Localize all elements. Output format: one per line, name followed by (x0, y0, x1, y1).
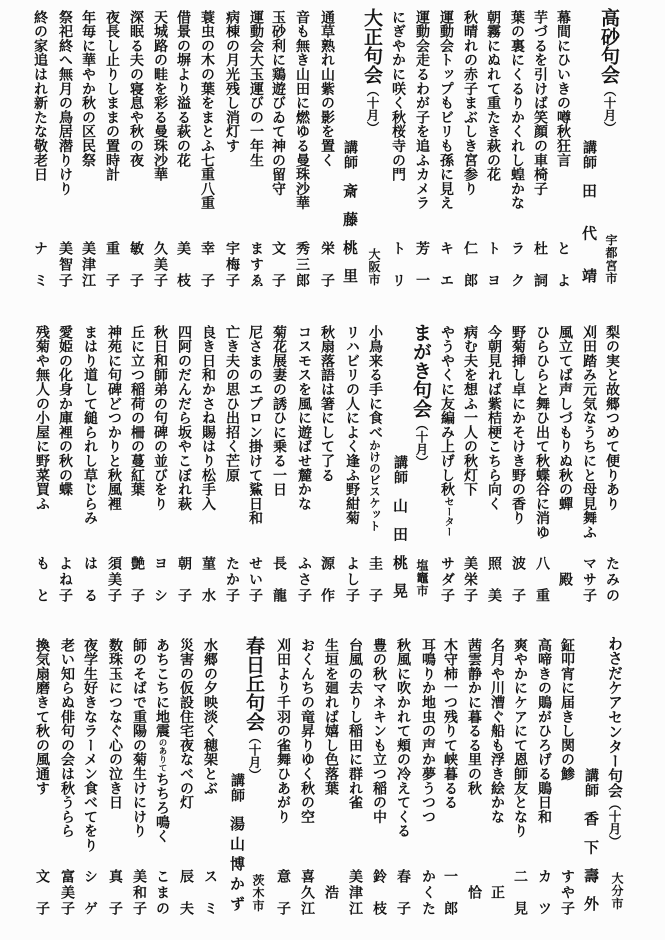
author-name: 仁郎 (462, 241, 478, 287)
lecturer (583, 628, 599, 928)
haiku-text: 玉砂利に鶏遊びゐて神の留守 (270, 10, 286, 196)
author-name: 朝子 (176, 556, 192, 602)
haiku-entry (247, 315, 263, 615)
haiku-entry (319, 315, 335, 615)
haiku-entry (390, 0, 406, 300)
haiku-text: 天城路の畦を彩る曼珠沙華 (152, 10, 168, 182)
author-name: トリ (390, 241, 406, 287)
author-name: 重子 (104, 241, 120, 287)
haiku-text: 尼さまのエプロン掛けて鯊日和 (247, 325, 263, 526)
haiku-entry (581, 315, 597, 615)
haiku-entry (104, 0, 120, 300)
haiku-text: 祭祀終へ無月の鳥居潜りけり (57, 10, 73, 196)
haiku-entry (131, 628, 147, 928)
haiku-entry (510, 315, 526, 615)
haiku-entry (202, 628, 218, 928)
group-month: （十月） (247, 731, 262, 781)
haiku-text: 台風の去りし稲田に群れ雀 (347, 638, 363, 810)
lecturer-label: 講師 (229, 773, 245, 803)
haiku-text: 刈田踏み元気なうちにと母見舞ふ (581, 325, 597, 540)
lecturer-name: 香下壽外 (582, 811, 600, 911)
haiku-entry (485, 0, 501, 300)
author-name: 幸子 (199, 241, 215, 287)
author-name: 一郎 (442, 869, 458, 915)
haiku-entry (439, 315, 455, 615)
haiku-text: 秋晴れの赤子まぶしき宮参り (462, 10, 478, 196)
haiku-text-small: のありて (157, 738, 167, 773)
group-title-column (411, 323, 431, 468)
haiku-entry (270, 0, 286, 300)
haiku-entry (371, 628, 387, 928)
haiku-text: 秋扇落語は箸にして了る (319, 325, 335, 483)
author-name: 菫水 (200, 556, 216, 602)
haiku-text: ひらひらと舞ひ出て秋蝶谷に消ゆ (534, 325, 550, 540)
haiku-entry (80, 0, 96, 300)
haiku-entry (152, 315, 168, 615)
author-name: カツ (536, 869, 552, 915)
haiku-entry (347, 628, 363, 928)
haiku-entry (152, 0, 168, 300)
haiku-entry (414, 0, 430, 300)
haiku-text: 師のそばで重陽の菊生けにけり (131, 638, 147, 839)
author-name: 圭子 (367, 556, 383, 602)
haiku-text (439, 325, 455, 537)
lecturer (342, 0, 358, 300)
lecturer (229, 628, 245, 928)
haiku-entry (462, 0, 478, 300)
haiku-entry (175, 0, 191, 300)
haiku-text: 丘に立つ稲荷の柵の蔓紅葉 (129, 325, 145, 497)
author-name: こまの (154, 869, 170, 915)
haiku-text: 高啼きの鵙がひろげる鵙日和 (536, 638, 552, 824)
haiku-text: 木守柿一つ残りて峡暮るる (442, 638, 458, 810)
haiku-text: 茜雲静かに暮るる里の秋 (466, 638, 482, 796)
author-name: 源作 (319, 556, 335, 602)
author-name: スミ (202, 869, 218, 915)
author-name: たか子 (224, 556, 240, 602)
author-name: 照美 (486, 556, 502, 602)
lecturer-city: 大分市 (610, 872, 624, 910)
haiku-text: 水郷の夕映淡く穂架とぶ (202, 638, 218, 796)
author-name: 美枝 (175, 241, 191, 287)
haiku-entry (534, 315, 550, 615)
haiku-text: 野菊挿し卓にかそけき野の香り (510, 325, 526, 526)
haiku-text: 通草熟れ山紫の影を置く (319, 10, 335, 168)
haiku-text-main: ちちろ鳴く (154, 772, 170, 844)
haiku-entry (395, 628, 411, 928)
haiku-entry (106, 315, 122, 615)
haiku-entry (176, 315, 192, 615)
haiku-text: 老い知らぬ俳句の会は秋うらら (59, 638, 75, 839)
author-name: よし子 (344, 556, 360, 602)
author-name: 鈴枝 (371, 869, 387, 915)
haiku-text: 神苑に句碑どつかりと秋風裡 (106, 325, 122, 511)
group-title-column (606, 636, 622, 848)
author-name: 春子 (395, 869, 411, 915)
lecturer-label: 講師 (392, 455, 408, 485)
haiku-text: 残菊や無人の小屋に野菜買ふ (34, 325, 50, 511)
author-name: 波子 (510, 556, 526, 602)
author-name: 殿 (557, 572, 573, 586)
haiku-text: 菊花展妻の誘ひに乗る一日 (271, 325, 287, 497)
haiku-entry (107, 628, 123, 928)
haiku-text: 終の家追はれ新たな敬老日 (32, 10, 48, 182)
haiku-entry (319, 0, 335, 300)
author-name: 富美子 (59, 869, 75, 915)
haiku-entry (82, 315, 98, 615)
haiku-entry (536, 628, 552, 928)
author-name: 二見 (512, 869, 528, 915)
haiku-entry (32, 0, 48, 300)
author-name: 芳一 (414, 241, 430, 287)
author-name: ますゑ (248, 241, 264, 287)
haiku-entry (294, 0, 310, 300)
author-name: 美和子 (131, 869, 147, 915)
haiku-entry (154, 628, 170, 928)
haiku-text: 深眠る夫の寝息や秋の夜 (128, 10, 144, 168)
haiku-entry (128, 0, 144, 300)
author-name: はる (82, 556, 98, 602)
haiku-text: 秋日和師弟の句碑の並びをり (152, 325, 168, 511)
haiku-entry (367, 315, 383, 615)
haiku-text-small: セーター (442, 496, 453, 537)
author-name: 意子 (275, 869, 291, 915)
group-month: （十月） (365, 84, 380, 134)
group-title: 高砂句会 (598, 8, 620, 84)
author-name: 八重 (534, 556, 550, 602)
haiku-entry (462, 315, 478, 615)
haiku-text (367, 325, 383, 531)
haiku-text: 愛姫の化身か庫裡の秋の蝶 (57, 325, 73, 497)
haiku-entry (200, 315, 216, 615)
group-month: （十月） (607, 797, 622, 848)
haiku-entry (532, 0, 548, 300)
group-month: （十月） (414, 418, 429, 468)
haiku-entry (224, 315, 240, 615)
lecturer-name: 斎藤桃里 (341, 183, 359, 283)
lecturer-city: 大阪市 (367, 248, 381, 286)
haiku-entry (271, 315, 287, 615)
group-title: わさだケアセンター句会 (606, 636, 623, 798)
haiku-entry (509, 0, 525, 300)
lecturer-city: 茨木市 (251, 874, 265, 912)
haiku-entry (59, 628, 75, 928)
haiku-text: 病棟の月光残し消灯す (224, 10, 240, 153)
haiku-entry (489, 628, 505, 928)
haiku-entry (57, 315, 73, 615)
author-name: 恰 (466, 885, 482, 899)
author-name: 真子 (107, 869, 123, 915)
haiku-text: 名月や川漕ぐ船も浮き絵かな (489, 638, 505, 824)
haiku-text: 四阿のだんだら坂やこぼれ萩 (176, 325, 192, 511)
haiku-text: 風立てば声しづもりぬ秋の蟬 (557, 325, 573, 511)
author-name: 文子 (270, 241, 286, 287)
author-name: すや子 (559, 869, 575, 915)
haiku-text: 数珠玉につなぐ心の泣き日 (107, 638, 123, 810)
haiku-text: 蓑虫の木の葉をまとふ七重八重 (199, 10, 215, 211)
haiku-entry (129, 315, 145, 615)
author-name: 長龍 (271, 556, 287, 602)
lecturer (392, 315, 408, 615)
lecturer-name: 湯山博かず (228, 816, 246, 911)
lecturer-city: 宇都宮市 (604, 234, 618, 285)
author-name: 敏子 (128, 241, 144, 287)
haiku-text: 鉦叩宵に届きし関の鯵 (559, 638, 575, 781)
haiku-entry (323, 628, 339, 928)
haiku-text: 夜学生好きなラーメン食べてをり (82, 638, 98, 853)
haiku-entry (34, 628, 50, 928)
haiku-entry (466, 628, 482, 928)
author-name: 正 (489, 885, 505, 899)
lecturer-label: 講師 (583, 768, 599, 798)
band-top (0, 0, 665, 312)
haiku-entry (296, 315, 312, 615)
haiku-text: 朝霧にぬれて重たき萩の花 (485, 10, 501, 182)
author-name: 栄子 (319, 241, 335, 287)
author-name: 辰夫 (178, 869, 194, 915)
haiku-entry (57, 0, 73, 300)
author-name: よね子 (57, 556, 73, 602)
haiku-entry (555, 0, 571, 300)
author-name: サダ子 (439, 556, 455, 602)
haiku-entry (178, 628, 194, 928)
haiku-text: 夜長し止りしままの置時計 (104, 10, 120, 182)
haiku-entry (438, 0, 454, 300)
author-name: 久美子 (152, 241, 168, 287)
haiku-entry (299, 628, 315, 928)
author-name: もと (34, 556, 50, 602)
lecturer-city: 塩竈市 (415, 559, 429, 597)
haiku-text: 換気扇磨きて秋の風通す (34, 638, 50, 796)
haiku-text: 耳鳴りか地虫の声か夢うつつ (420, 638, 436, 824)
author-name: 浩 (323, 885, 339, 899)
author-name: 文子 (34, 869, 50, 915)
author-name: とよ (555, 241, 571, 287)
haiku-entry (557, 315, 573, 615)
haiku-entry (344, 315, 360, 615)
haiku-text: 梨の実と故郷つめて便りあり (604, 325, 620, 511)
haiku-text: 年毎に華やか秋の区民祭 (80, 10, 96, 168)
haiku-entry (224, 0, 240, 300)
group-title: 大正句会 (361, 8, 383, 84)
author-name: せい子 (247, 556, 263, 602)
band-middle (0, 315, 665, 627)
haiku-text: 運動会大玉運びの一年生 (248, 10, 264, 168)
haiku-text: コスモスを風に遊ばせ麓かな (296, 325, 312, 511)
lecturer-name: 田代靖 (580, 183, 598, 283)
haiku-text: 葉の裏にくるりかくれし蝗かな (509, 10, 525, 211)
lecturer-label: 講師 (342, 140, 358, 170)
lecturer (581, 0, 597, 300)
haiku-entry (486, 315, 502, 615)
haiku-text: 今朝見れば紫桔梗こちら向く (486, 325, 502, 511)
haiku-text: 亡き夫の思ひ出招く芒原 (224, 325, 240, 483)
haiku-text: 刈田より千羽の雀舞ひあがり (275, 638, 291, 824)
haiku-text: 芋づるを引けば笑顔の車椅子 (532, 10, 548, 196)
haiku-text: 運動会走るわが子を追ふカメラ (414, 10, 430, 211)
haiku-entry (442, 628, 458, 928)
author-name: 須美子 (106, 556, 122, 602)
author-name: 美智子 (57, 241, 73, 287)
haiku-text-main: あちこちに地震 (154, 638, 170, 739)
author-name: 宇梅子 (224, 241, 240, 287)
haiku-text: 幕間にひいきの噂秋狂言 (555, 10, 571, 168)
author-name: ラク (509, 241, 525, 287)
haiku-entry (199, 0, 215, 300)
haiku-text: リハビリの人によく逢ふ野紺菊 (344, 325, 360, 526)
author-name: トヨ (485, 241, 501, 287)
haiku-entry (248, 0, 264, 300)
haiku-text: 音も無き山田に燃ゆる曼珠沙華 (294, 10, 310, 211)
haiku-text-small: かけのビスケット (368, 439, 382, 532)
haiku-entry (34, 315, 50, 615)
haiku-entry (275, 628, 291, 928)
lecturer-name: 山田桃晃 (391, 498, 409, 598)
haiku-entry (512, 628, 528, 928)
author-name: キエ (438, 241, 454, 287)
haiku-text: 病む夫を想ふ一人の秋灯下 (462, 325, 478, 497)
author-name: ヨシ (152, 556, 168, 602)
haiku-text: まはり道して縋られし草じらみ (82, 325, 98, 526)
haiku-text: おくんちの竜昇りゆく秋の空 (299, 638, 315, 824)
author-name: 杜詞 (532, 241, 548, 287)
haiku-text: 災害の仮設住宅夜なべの灯 (178, 638, 194, 810)
haiku-text: 良き日和かさね賜はり松手入 (200, 325, 216, 511)
haiku-text-main: 小鳥来る手に食べ (367, 325, 383, 440)
haiku-entry (82, 628, 98, 928)
haiku-text: 爽やかにケアにて恩師友となり (512, 638, 528, 839)
author-name: 秀三郎 (294, 241, 310, 287)
author-name: 美津江 (80, 241, 96, 287)
haiku-text: 生垣を廻れば嬉し色落葉 (323, 638, 339, 796)
author-name: かくた (420, 869, 436, 915)
band-bottom (0, 628, 665, 940)
haiku-text: 豊の秋マネキンも立つ稲の中 (371, 638, 387, 824)
haiku-text: にぎやかに咲く秋桜寺の門 (390, 10, 406, 182)
group-month: （十月） (602, 84, 617, 134)
author-name: ふさ子 (296, 556, 312, 602)
haiku-text (154, 638, 170, 844)
author-name: 喜久江 (299, 869, 315, 915)
group-title-column (244, 636, 264, 781)
author-name: シゲ (82, 869, 98, 915)
haiku-entry (420, 628, 436, 928)
author-name: 美栄子 (462, 556, 478, 602)
group-title-column (362, 8, 382, 134)
group-title: 春日丘句会 (243, 636, 265, 731)
group-title: まがき句会 (410, 323, 432, 418)
author-name: 艶子 (129, 556, 145, 602)
author-name: ナミ (32, 241, 48, 287)
author-name: 美津江 (347, 869, 363, 915)
haiku-entry (604, 315, 620, 615)
author-name: マサ子 (581, 556, 597, 602)
author-name: たみの (604, 556, 620, 602)
haiku-text-main: やうやくに友編み上げし秋 (439, 325, 455, 497)
haiku-entry (559, 628, 575, 928)
group-title-column (599, 8, 619, 134)
haiku-text: 秋風に吹かれて頬の冷えてくる (395, 638, 411, 839)
haiku-text: 借景の塀より溢る萩の花 (175, 10, 191, 168)
lecturer-label: 講師 (581, 140, 597, 170)
haiku-text: 運動会トップもビリも孫に見え (438, 10, 454, 211)
